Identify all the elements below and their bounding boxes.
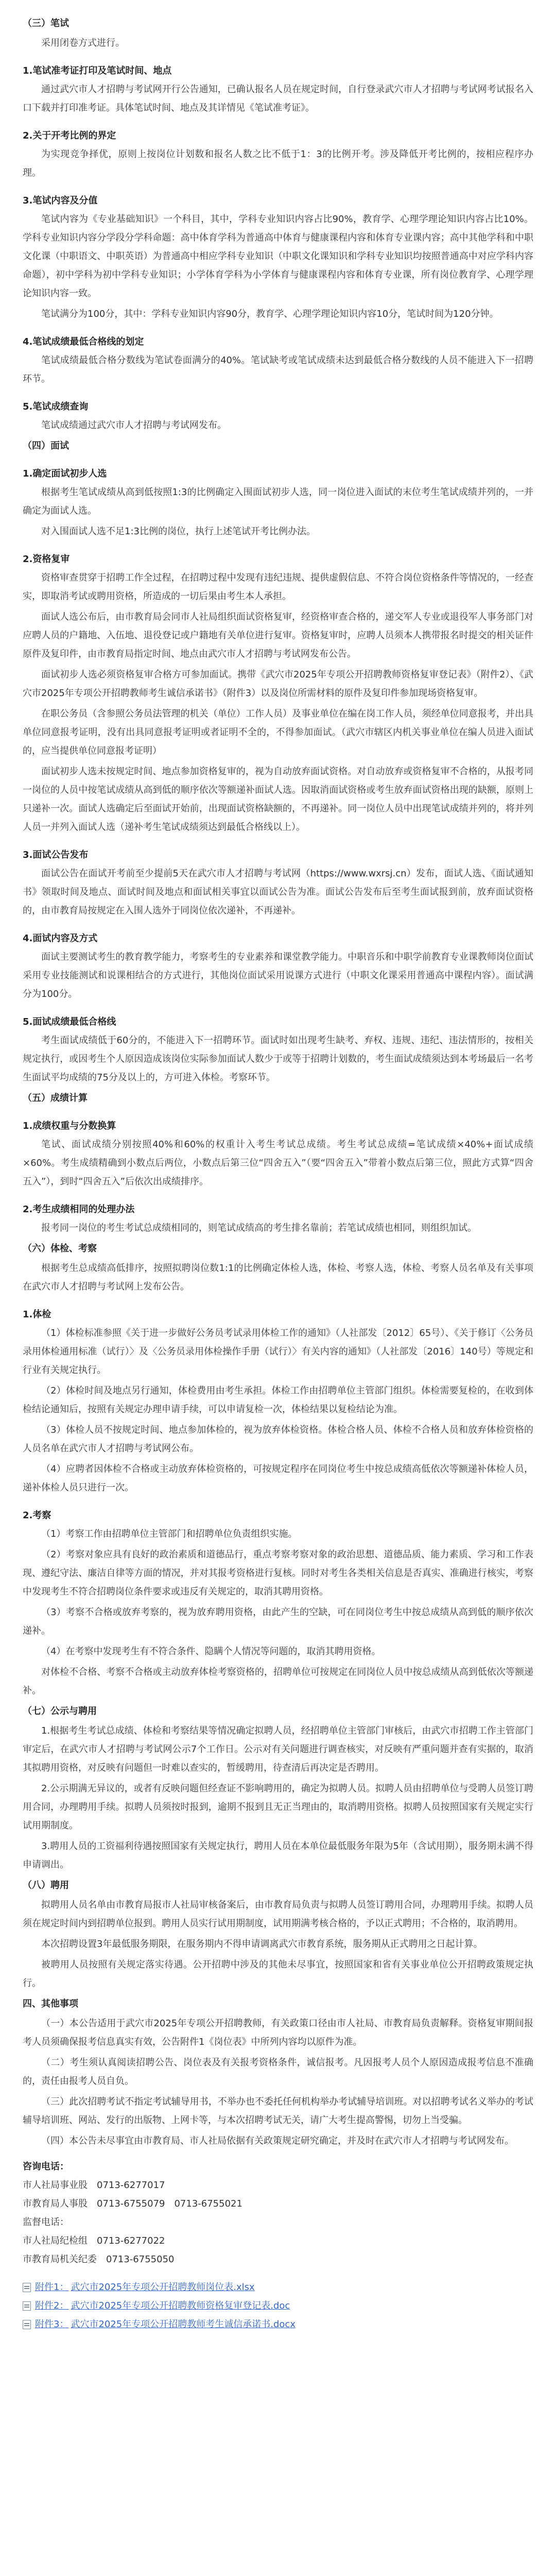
other-matter-item: （一）本公告适用于武穴市2025年专项公开招聘教师，有关政策口径由市人社局、市教育局负责解释。资格复审期间报考人员须确保报考信息真实有效，公告附件1《岗位表》中所列内容均以原件为准。: [23, 2018, 533, 2047]
section-title: （三）笔试: [23, 18, 69, 29]
subsection-title: 1.体检: [23, 1309, 51, 1320]
subsection-title: 1.成绩权重与分数换算: [23, 1121, 116, 1131]
attachment-filename[interactable]: 武穴市2025年专项公开招聘教师资格复审登记表.doc: [71, 2300, 290, 2311]
subsection-title: 1.笔试准考证打印及笔试时间、地点: [23, 65, 172, 76]
section-title: （七）公示与聘用: [23, 1706, 97, 1717]
paragraph: 被聘用人员按照有关规定落实待遇。公开招聘中涉及的其他未尽事宜，按照国家和省有关事业单位公开招聘政策规定执行。: [23, 1959, 533, 1989]
attachment-list: [23, 2278, 533, 2334]
paragraph: 根据考生总成绩高低排序，按照拟聘岗位数1:1的比例确定体检人选，体检、考察人选，体检、考察人员名单及有关事项在武穴市人才招聘与考试网上发布公告。: [23, 1263, 533, 1292]
paragraph: 对体检不合格、考察不合格或主动放弃体检考察资格的，招聘单位可按规定在同岗位人员中按总成绩从高到低依次等额递补。: [23, 1667, 533, 1696]
paragraph: 面试公告在面试开考前至少提前5天在武穴市人才招聘与考试网（https://www.wxrsj.cn）发布，面试人选、《面试通知书》领取时间及地点、面试时间及地点和面试相关事宜以面试公告为准。面试公告发布后至考生面试报到前，放弃面试资格的，由市教育局按规定在入围人选外于同岗位依次递补，不再递补。: [23, 868, 533, 916]
attachment-file-icon: [23, 2283, 31, 2292]
paragraph: 笔试内容为《专业基础知识》一个科目，其中，学科专业知识内容占比90%，教育学、心理学理论知识内容占比10%。学科专业知识内容分学段分学科命题：高中体育学科为普通高中体育与健康课程内容和体育专业课内容；高中其他学科和中职文化课（中职语文、中职英语）为普通高中相应学科专业知识（中职文化课知识和学科专业知识均按照普通高中对应学科内容命题），初中学科为初中学科专业知识；小学体育学科为小学体育与健康课程内容和体育专业课，所有岗位教育学、心理学理论知识内容一致。: [23, 214, 533, 299]
contact-line: 市教育局机关纪委 0713-6755050: [23, 2254, 175, 2265]
other-matters-list: [23, 2014, 533, 2150]
attachment-file-icon: [23, 2320, 31, 2329]
paragraph: （4）应聘者因体检不合格或主动放弃体检资格的，可按规定程序在同岗位考生中按总成绩高低依次等额递补体检人员，递补体检人员只进行一次。: [23, 1464, 533, 1493]
paragraph: 面试初步人选必须资格复审合格方可参加面试。携带《武穴市2025年专项公开招聘教师资格复审登记表》（附件2）、《武穴市2025年专项公开招聘教师考生诚信承诺书》（附件3）以及岗位所需材料的原件及复印件参加现场资格复审。: [23, 669, 533, 699]
paragraph: （4）在考察中发现考生有不符合条件、隐瞒个人情况等问题的，取消其聘用资格。: [41, 1646, 381, 1657]
section-title: （六）体检、考察: [23, 1243, 97, 1254]
attachment-label[interactable]: 附件1：: [35, 2282, 69, 2293]
paragraph: 采用闭卷方式进行。: [41, 38, 125, 48]
paragraph: 资格审查贯穿于招聘工作全过程，在招聘过程中发现有违纪违规、提供虚假信息、不符合岗位资格条件等情况的，一经查实，即取消考试或聘用资格，所造成的一切后果由考生本人承担。: [23, 572, 533, 602]
paragraph: 面试主要测试考生的教育教学能力，考察考生的专业素养和课堂教学能力。中职音乐和中职学前教育专业课教师岗位面试采用专业技能测试和说课相结合的方式进行，其他岗位面试采用说课方式进行（中职文化课采用普通高中课程内容）。面试满分为100分。: [23, 952, 533, 999]
paragraph: 笔试、面试成绩分别按照40%和60%的权重计入考生考试总成绩。考生考试总成绩=笔试成绩×40%+面试成绩×60%。考生成绩精确到小数点后两位，小数点后第三位“四舍五入”（要“四舍五入”带着小数点后第三位，照此方式算“四舍五入”），到时“四舍五入”后依次出成绩排序。: [23, 1139, 533, 1187]
subsection-title: 5.面试成绩最低合格线: [23, 1016, 116, 1027]
contact-line: 市人社局纪检组 0713-6277022: [23, 2235, 165, 2246]
paragraph: （2）考察对象应具有良好的政治素质和道德品行，重点考察考察对象的政治思想、道德品质、能力素质、学习和工作表现、遵纪守法、廉洁自律等方面的情况，并对其报考资格进行复核。同时对考生各类相关信息是否真实、准确进行核实，考察中发现考生不符合招聘岗位条件要求或违反有关规定的，取消其聘用资格。: [23, 1549, 533, 1597]
subsection-title: 4.面试内容及方式: [23, 933, 98, 944]
paragraph: 面试人选公布后，由市教育局会同市人社局组织面试资格复审，经资格审查合格的，递交军人专业或退役军人事务部门对应聘人员的户籍地、入伍地、退役登记或户籍地有关单位进行复审。资格复审时，应聘人员须本人携带报名时提交的相关证件原件及复印件，由市教育局指定时间、地点由武穴市人才招聘与考试网发布公告。: [23, 612, 533, 659]
paragraph: 通过武穴市人才招聘与考试网开行公告通知，已确认报名人员在规定时间，自行登录武穴市人才招聘与考试网考试报名入口下载并打印准考证。具体笔试时间、地点及其详情见《笔试准考证》。: [23, 84, 533, 113]
paragraph: （1）考察工作由招聘单位主管部门和招聘单位负责组织实施。: [41, 1529, 298, 1539]
paragraph: 对入围面试人选不足1:3比例的岗位，执行上述笔试开考比例办法。: [41, 526, 316, 537]
section-title: （四）面试: [23, 440, 69, 451]
subsection-title: 2.关于开考比例的界定: [23, 130, 116, 141]
paragraph: 为实现竞争择优，原则上按岗位计划数和报名人数之比不低于1：3的比例开考。涉及降低开考比例的，按相应程序办理。: [23, 149, 533, 178]
attachment-label[interactable]: 附件2：: [35, 2300, 69, 2311]
subsection-title: 3.面试公告发布: [23, 850, 89, 860]
paragraph: 3.聘用人员的工资福利待遇按照国家有关规定执行，聘用人员在本单位最低服务年限为5年（含试用期），服务期未满不得申请调出。: [23, 1841, 533, 1870]
paragraph: 报考同一岗位的考生考试总成绩相同的，则笔试成绩高的考生排名靠前；若笔试成绩也相同，则组织加试。: [41, 1223, 477, 1233]
paragraph: 根据考生笔试成绩从高到低按照1:3的比例确定入围面试初步人选，同一岗位进入面试的末位考生笔试成绩并列的，一并确定为面试人选。: [23, 487, 533, 516]
attachment-link[interactable]: [23, 2315, 533, 2334]
other-matter-item: （四）本公告未尽事宜由市教育局、市人社局依据有关政策规定研究确定，并及时在武穴市人才招聘与考试网发布。: [41, 2136, 514, 2146]
paragraph: 拟聘用人员名单由市教育局报市人社局审核备案后，由市教育局负责与拟聘人员签订聘用合同，办理聘用手续。拟聘人员须在规定时间内到招聘单位报到。聘用人员实行试用期制度，试用期满考核合格的，予以正式聘用；不合格的，取消聘用。: [23, 1900, 533, 1929]
subsection-title: 4.笔试成绩最低合格线的划定: [23, 336, 144, 347]
paragraph: 笔试满分为100分，其中：学科专业知识内容90分，教育学、心理学理论知识内容10分，笔试时间为120分钟。: [41, 309, 499, 319]
subsection-title: 1.确定面试初步人选: [23, 468, 107, 479]
contact-lines: [23, 2176, 533, 2269]
attachment-filename[interactable]: 武穴市2025年专项公开招聘教师考生诚信承诺书.docx: [71, 2319, 296, 2330]
attachment-link[interactable]: [23, 2297, 533, 2315]
subsection-title: 5.笔试成绩查询: [23, 401, 89, 412]
paragraph: 2.公示期满无异议的，或者有反映问题但经查证不影响聘用的，确定为拟聘人员。拟聘人员由招聘单位与受聘人员签订聘用合同，办理聘用手续。拟聘人员须按时报到，逾期不报到且无正当理由的，取消聘用资格。拟聘人员按照国家有关规定实行试用期制度。: [23, 1783, 533, 1831]
section-title: （五）成绩计算: [23, 1093, 88, 1104]
paragraph: 面试初步人选未按规定时间、地点参加资格复审的，视为自动放弃面试资格。对自动放弃或资格复审不合格的，从报考同一岗位的人员中按笔试成绩从高到低的顺序依次等额递补面试人选。因取消面试资格或考生放弃面试资格出现的缺额，原则上只递补一次。面试人选确定后至面试开始前，出现面试资格缺额的，不再递补。同一岗位人员中出现笔试成绩并列的，将并列人员一并列入面试人选（递补考生笔试成绩须达到最低合格线以上）。: [23, 766, 533, 833]
paragraph: 考生面试成绩低于60分的，不能进入下一招聘环节。面试时如出现考生缺考、弃权、违规、违纪、违法情形的，按相关规定执行，或因考生个人原因造成该岗位实际参加面试人数少于或等于招聘计划数的，考生面试成绩须达到本考场最后一名考生面试平均成绩的75分及以上的，方可进入体检。考察环节。: [23, 1035, 533, 1083]
subsection-title: 2.考生成绩相同的处理办法: [23, 1204, 135, 1215]
other-matter-item: （二）考生须认真阅读招聘公告、岗位表及有关报考资格条件，诚信报考。凡因报考人员个人原因造成报考信息不准确的，责任由报考人员自负。: [23, 2057, 533, 2087]
contact-line: 市教育局人事股 0713-6755079 0713-6755021: [23, 2198, 242, 2209]
paragraph: 1.根据考生考试总成绩、体检和考察结果等情况确定拟聘人员，经招聘单位主管部门审核后，由武穴市招聘工作主管部门审定后，在武穴市人才招聘与考试网公示7个工作日。公示对有关问题进行调查核实，对反映有严重问题并查有实据的，取消其拟聘用资格，对反映有问题但一时难以查实的，暂缓聘用，待查清后再决定是否聘用。: [23, 1725, 533, 1773]
contact-line: 监督电话：: [23, 2217, 69, 2228]
attachment-label[interactable]: 附件3：: [35, 2319, 69, 2330]
paragraph: （3）考察不合格或放弃考察的，视为放弃聘用资格，由此产生的空缺，可在同岗位考生中按总成绩从高到低的顺序依次递补。: [23, 1607, 533, 1636]
contact-line: 市人社局事业股 0713-6277017: [23, 2180, 165, 2191]
attachment-link[interactable]: [23, 2278, 533, 2297]
paragraph: （2）体检时间及地点另行通知，体检费用由考生承担。体检工作由招聘单位主管部门组织。体检需要复检的，在收到体检结论通知后，按照有关规定办理申请手续，可以申请复检一次，体检结果以复检结论为准。: [23, 1385, 533, 1415]
subsection-title: 3.笔试内容及分值: [23, 195, 98, 206]
section-title: （八）聘用: [23, 1880, 69, 1891]
announcement-body: [23, 14, 533, 1993]
paragraph: 在职公务员（含参照公务员法管理的机关（单位）工作人员）及事业单位在编在岗工作人员，须经单位同意报考，并出具单位同意报考证明，没有出具同意报考证明或者证明不全的，不得参加面试。（武穴市辖区内机关事业单位在编人员进入面试的，应当提供单位同意报考证明）: [23, 708, 533, 756]
paragraph: 本次招聘设置3年最低服务期限，在服务期内不得申请调离武穴市教育系统，服务期从正式聘用之日起计算。: [41, 1939, 483, 1950]
contact-block: [23, 2158, 533, 2269]
subsection-title: 2.资格复审: [23, 554, 70, 565]
attachment-file-icon: [23, 2301, 31, 2311]
paragraph: 笔试成绩最低合格分数线为笔试卷面满分的40%。笔试缺考或笔试成绩未达到最低合格分数线的人员不能进入下一招聘环节。: [23, 355, 533, 384]
attachment-filename[interactable]: 武穴市2025年专项公开招聘教师岗位表.xlsx: [71, 2282, 255, 2293]
other-matters-title: 四、其他事项: [23, 1998, 78, 2009]
other-matter-item: （三）此次招聘考试不指定考试辅导用书，不举办也不委托任何机构举办考试辅导培训班。对以招聘考试名义举办的考试辅导培训班、网站、发行的出版物、上网卡等，与本次招聘考试无关，请广大考生提高警惕，切勿上当受骗。: [23, 2096, 533, 2126]
paragraph: （3）体检人员不按规定时间、地点参加体检的，视为放弃体检资格。体检合格人员、体检不合格人员和放弃体检资格的人员名单在武穴市人才招聘与考试网公布。: [23, 1425, 533, 1454]
contact-title: 咨询电话：: [23, 2161, 69, 2172]
paragraph: 笔试成绩通过武穴市人才招聘与考试网发布。: [41, 420, 227, 431]
subsection-title: 2.考察: [23, 1510, 51, 1521]
paragraph: （1）体检标准参照《关于进一步做好公务员考试录用体检工作的通知》（人社部发〔2012〕65号）、《关于修订〈公务员录用体检通用标准（试行）〉及〈公务员录用体检操作手册（试行）〉有关内容的通知》（人社部发〔2016〕140号）等规定和行业有关规定执行。: [23, 1328, 533, 1376]
